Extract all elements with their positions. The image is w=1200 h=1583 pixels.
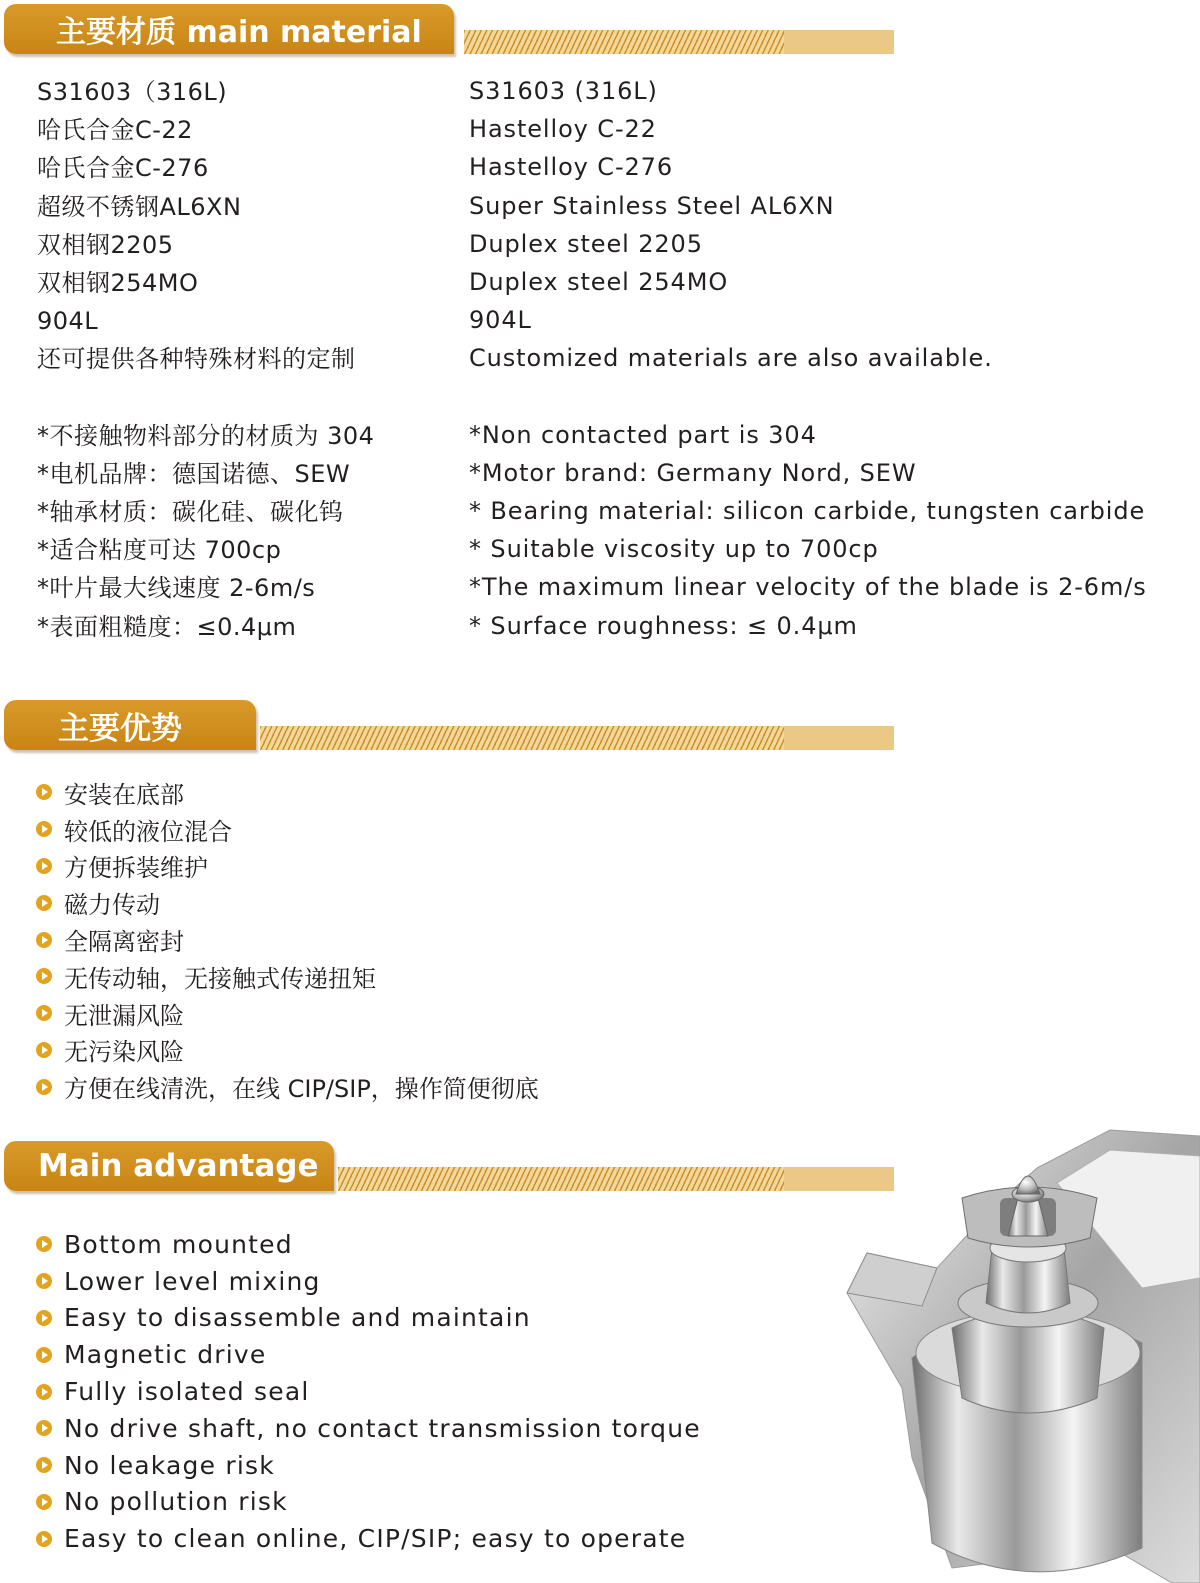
magnetic-mixer-image [842, 1128, 1200, 1583]
list-item: No leakage risk [36, 1447, 701, 1484]
advantage-list-zh [36, 774, 539, 1105]
list-item: Fully isolated seal [36, 1373, 701, 1410]
material-note: *The maximum linear velocity of the blade is 2-6m/s [469, 573, 1147, 602]
list-item: 无传动轴，无接触式传递扭矩 [36, 958, 539, 995]
bullet-play-icon [36, 1420, 52, 1436]
material-item: 双相钢254MO [37, 268, 199, 297]
list-item: Easy to disassemble and maintain [36, 1300, 701, 1337]
material-note: *表面粗糙度：≤0.4μm [37, 612, 297, 641]
bullet-play-icon [36, 821, 52, 837]
list-item: 较低的液位混合 [36, 811, 539, 848]
bullet-play-icon [36, 1236, 52, 1252]
material-item: Hastelloy C-22 [469, 115, 657, 144]
bullet-play-icon [36, 1005, 52, 1021]
list-item: 全隔离密封 [36, 921, 539, 958]
bullet-play-icon [36, 1042, 52, 1058]
bullet-play-icon [36, 1494, 52, 1510]
material-item: 904L [37, 307, 99, 336]
material-note: *轴承材质：碳化硅、碳化钨 [37, 498, 344, 527]
list-item: Easy to clean online, CIP/SIP; easy to operate [36, 1520, 701, 1557]
material-note: *Motor brand: Germany Nord, SEW [469, 458, 917, 487]
bullet-play-icon [36, 784, 52, 800]
material-list-zh [37, 73, 374, 646]
bullet-play-icon [36, 932, 52, 948]
bullet-play-icon [36, 895, 52, 911]
material-item: 哈氏合金C-276 [37, 154, 209, 183]
list-item: 方便在线清洗，在线 CIP/SIP，操作简便彻底 [36, 1068, 539, 1105]
material-item: 904L [469, 306, 532, 335]
header-stripe [338, 1167, 894, 1191]
list-item: 磁力传动 [36, 884, 539, 921]
bullet-play-icon [36, 1347, 52, 1363]
list-item: No pollution risk [36, 1484, 701, 1521]
material-note: * Bearing material: silicon carbide, tungsten carbide [469, 497, 1146, 526]
header-stripe [260, 726, 894, 750]
list-item: 无污染风险 [36, 1032, 539, 1069]
bullet-play-icon [36, 1310, 52, 1326]
list-item: 方便拆装维护 [36, 848, 539, 885]
material-item: S31603（316L) [37, 78, 228, 106]
material-note: *电机品牌：德国诺德、SEW [37, 459, 351, 488]
material-item: 超级不锈钢AL6XN [37, 192, 242, 221]
material-note: *Non contacted part is 304 [469, 420, 817, 449]
material-item: Hastelloy C-276 [469, 153, 674, 182]
material-item: 哈氏合金C-22 [37, 116, 193, 145]
list-item: Lower level mixing [36, 1263, 701, 1300]
list-item: No drive shaft, no contact transmission torque [36, 1410, 701, 1447]
material-item: Super Stainless Steel AL6XN [469, 191, 835, 220]
material-note: *叶片最大线速度 2-6m/s [37, 574, 316, 603]
bullet-play-icon [36, 1273, 52, 1289]
material-item: 双相钢2205 [37, 230, 174, 259]
list-item: Bottom mounted [36, 1226, 701, 1263]
material-item: Customized materials are also available. [469, 344, 993, 373]
material-item: Duplex steel 254MO [469, 267, 729, 296]
material-item: Duplex steel 2205 [469, 229, 703, 258]
bullet-play-icon [36, 1079, 52, 1095]
bullet-play-icon [36, 1457, 52, 1473]
material-list-en [469, 72, 1147, 645]
material-note: *不接触物料部分的材质为 304 [37, 421, 375, 450]
section-title-main-material: 主要材质 main material [4, 4, 454, 54]
material-note: *适合粘度可达 700cp [37, 536, 282, 565]
bullet-play-icon [36, 968, 52, 984]
material-item: S31603 (316L) [469, 77, 658, 105]
list-item: 无泄漏风险 [36, 995, 539, 1032]
bullet-play-icon [36, 858, 52, 874]
header-stripe [464, 30, 894, 54]
section-title-advantage-en: Main advantage [4, 1141, 334, 1191]
section-title-advantage-zh: 主要优势 [4, 700, 256, 750]
list-item: 安装在底部 [36, 774, 539, 811]
advantage-list-en [36, 1226, 701, 1557]
bullet-play-icon [36, 1384, 52, 1400]
material-note: * Surface roughness: ≤ 0.4μm [469, 611, 858, 640]
bullet-play-icon [36, 1531, 52, 1547]
list-item: Magnetic drive [36, 1336, 701, 1373]
material-note: * Suitable viscosity up to 700cp [469, 535, 879, 564]
material-item: 还可提供各种特殊材料的定制 [37, 345, 356, 374]
